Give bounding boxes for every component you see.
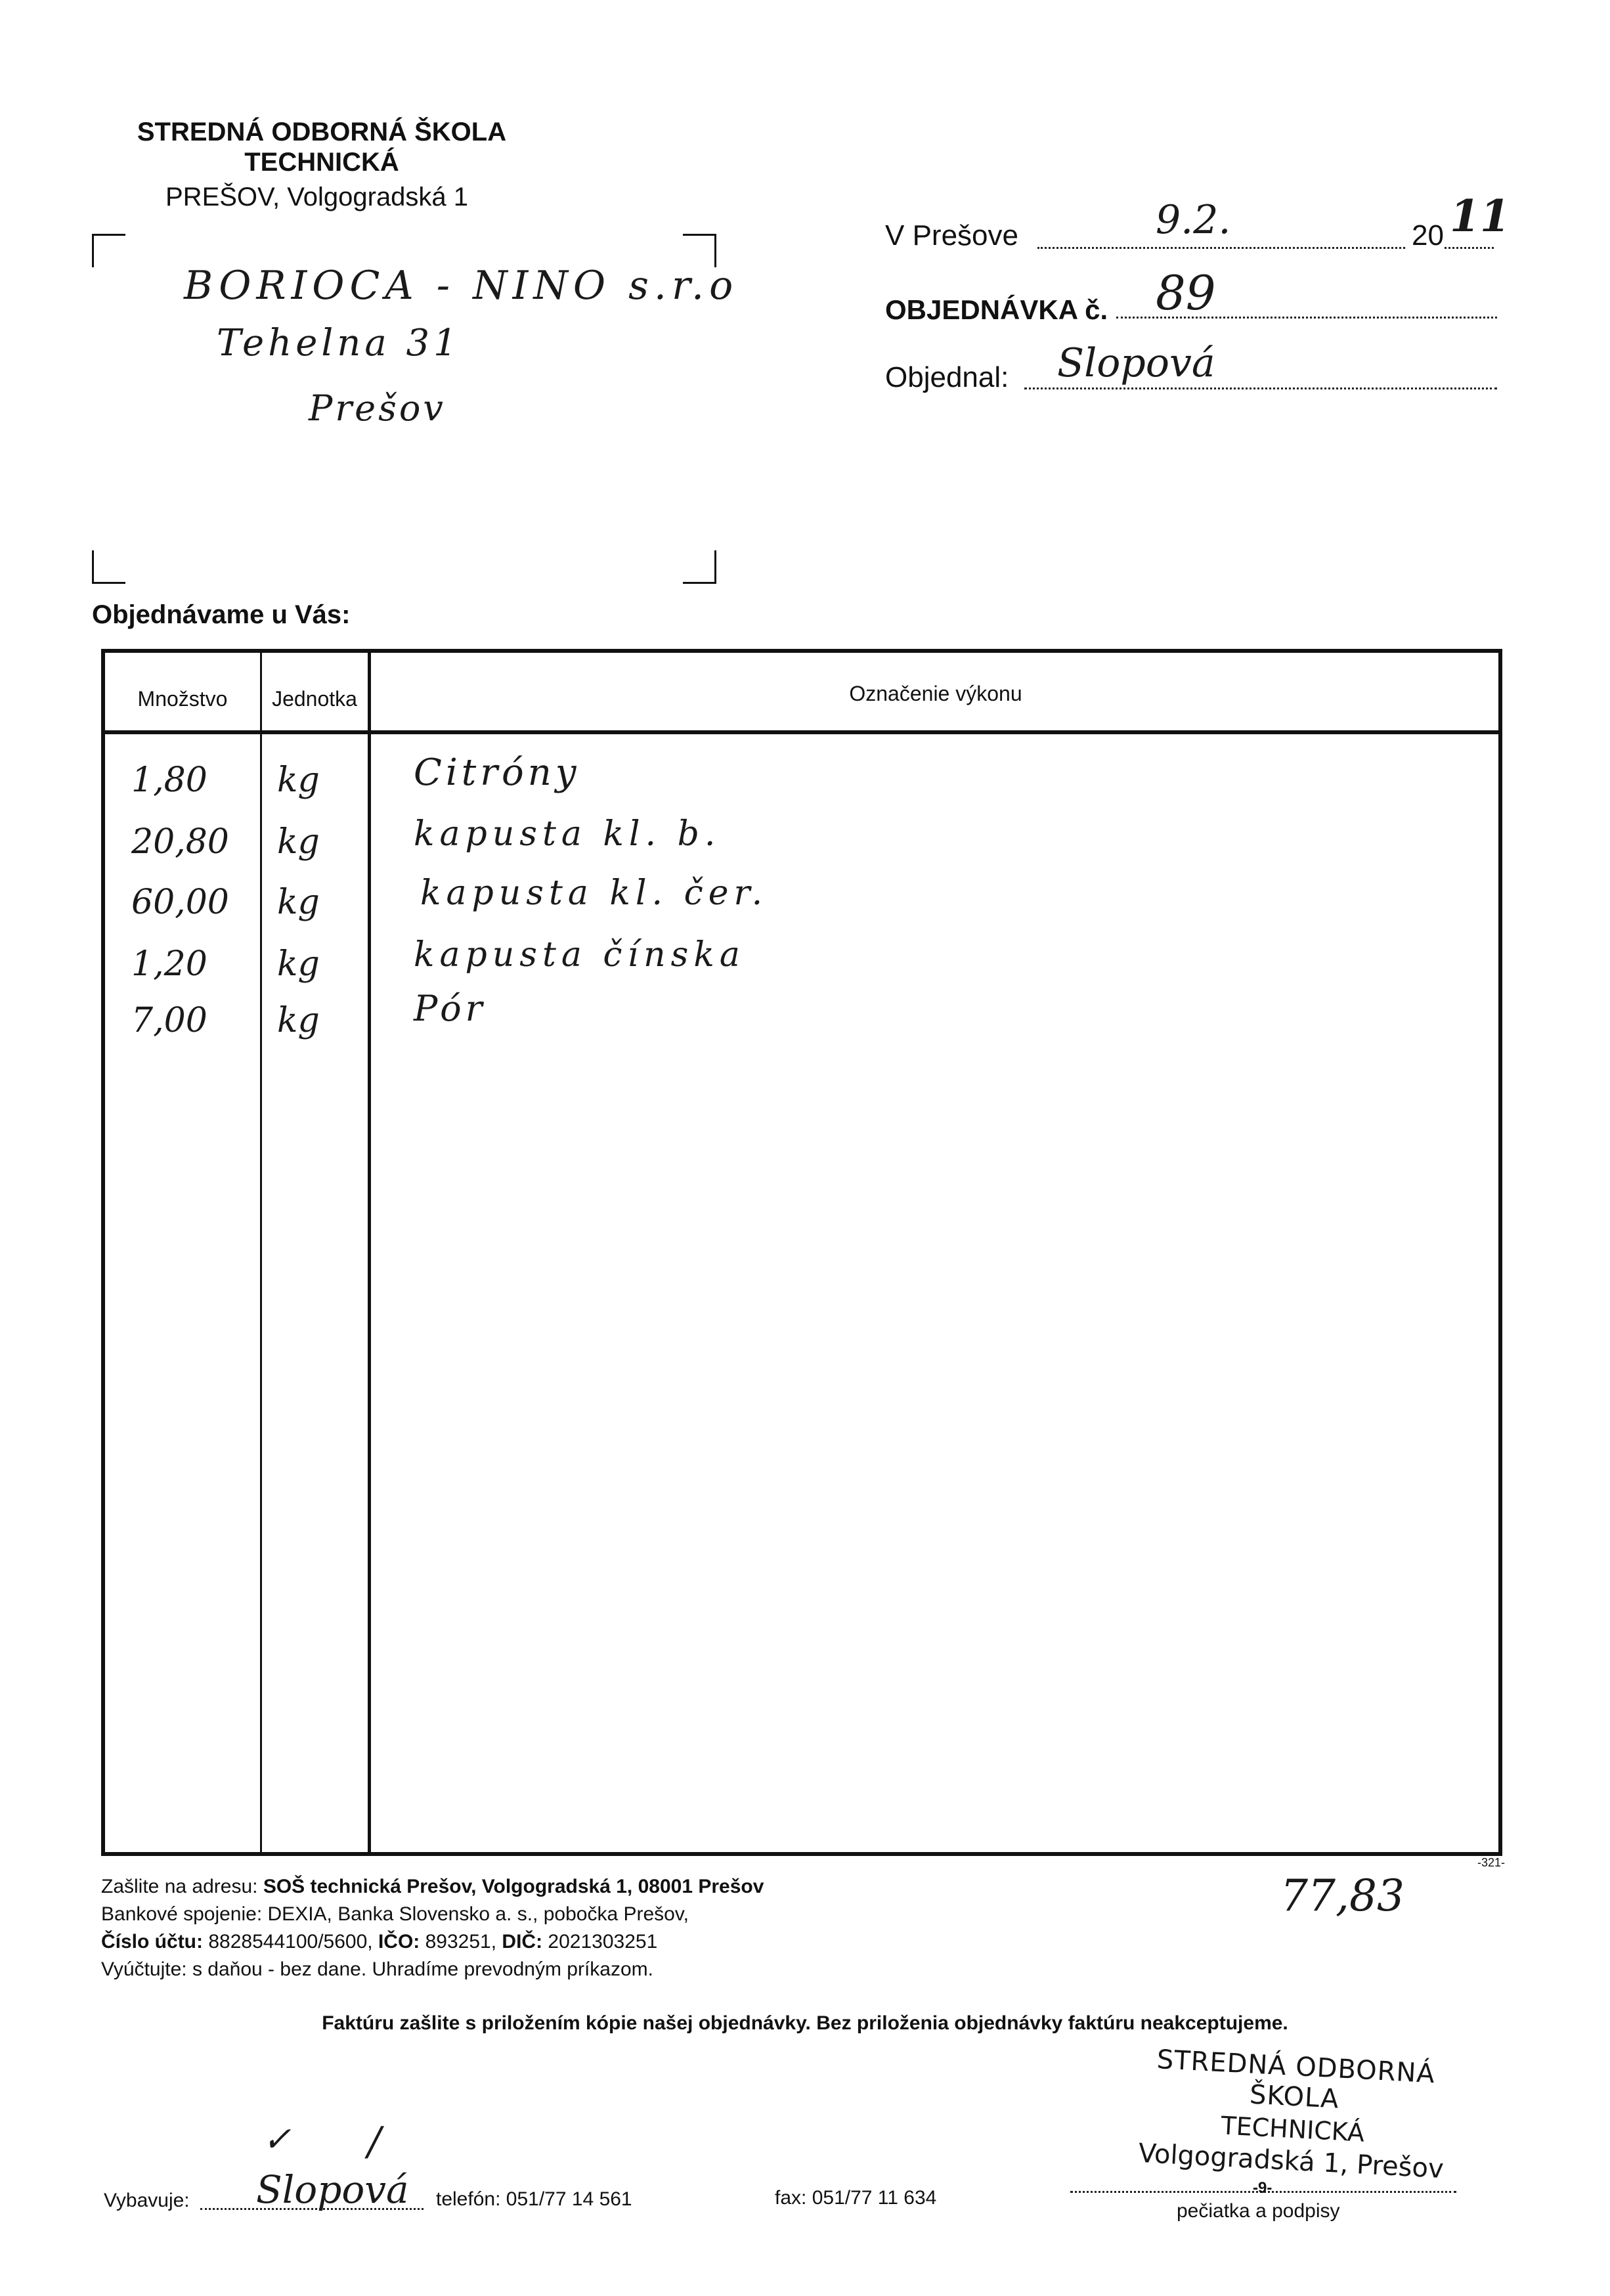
dic-label: DIČ: — [502, 1931, 543, 1953]
footer-info — [101, 1873, 764, 1983]
handled-by-value: Slopová — [256, 2167, 409, 2212]
place-label: V Prešove — [885, 219, 1018, 252]
stamp-line1: STREDNÁ ODBORNÁ ŠKOLA — [1156, 2044, 1436, 2115]
recipient-line2: Tehelna 31 — [217, 322, 461, 364]
total-handwritten: 77,83 — [1280, 1870, 1404, 1921]
dic-value: 2021303251 — [548, 1931, 658, 1953]
bank-line — [101, 1901, 764, 1928]
handled-by-pen-stroke: / — [368, 2119, 381, 2165]
row-1-description: Citróny — [414, 751, 580, 794]
row-2-unit: kg — [277, 822, 320, 862]
row-1-unit: kg — [277, 761, 320, 800]
recipient-line3: Prešov — [309, 387, 446, 429]
row-3-description: kapusta kl. čer. — [420, 873, 768, 913]
fax-value: 051/77 11 634 — [812, 2187, 937, 2209]
column-divider-1 — [260, 653, 262, 1852]
account-value: 8828544100/5600, — [208, 1931, 373, 1953]
row-4-quantity: 1,20 — [131, 944, 207, 984]
date-line — [1037, 247, 1405, 249]
invoice-notice: Faktúru zašlite s priložením kópie našej objednávky. Bez priloženia objednávky faktúru neakceptujeme. — [322, 2012, 1288, 2034]
address-corner-tl — [92, 234, 125, 267]
org-name-line1: STREDNÁ ODBORNÁ ŠKOLA — [137, 118, 507, 146]
ordered-by-line — [1024, 387, 1497, 389]
billing-value: s daňou - bez dane. Uhradíme prevodným príkazom. — [192, 1958, 653, 1980]
row-2-description: kapusta kl. b. — [414, 814, 721, 854]
stamp-mark: -9- — [1253, 2179, 1273, 2197]
row-2-quantity: 20,80 — [131, 822, 229, 862]
ico-value: 893251, — [425, 1931, 497, 1953]
header-quantity: Množstvo — [137, 687, 228, 711]
recipient-line1: BORIOCA - NINO s.r.o — [184, 263, 739, 309]
year-value: 11 — [1450, 190, 1510, 242]
org-name — [98, 117, 545, 177]
fax-line — [775, 2187, 936, 2209]
stamp — [1106, 2042, 1480, 2186]
row-3-unit: kg — [277, 883, 320, 922]
order-number: 89 — [1156, 265, 1216, 320]
send-to-line — [101, 1873, 764, 1901]
row-5-description: Pór — [414, 988, 487, 1029]
signature-label: pečiatka a podpisy — [1177, 2200, 1340, 2222]
stamp-line2: TECHNICKÁ — [1220, 2111, 1366, 2148]
ico-label: IČO: — [378, 1931, 420, 1953]
row-5-quantity: 7,00 — [131, 1001, 207, 1040]
order-table — [101, 649, 1502, 1856]
address-corner-bl — [92, 550, 125, 584]
row-1-quantity: 1,80 — [131, 761, 207, 800]
row-4-unit: kg — [277, 944, 320, 984]
phone-label: telefón: — [436, 2188, 501, 2210]
order-label: OBJEDNÁVKA č. — [885, 294, 1108, 325]
bank-label: Bankové spojenie: — [101, 1903, 263, 1925]
row-5-unit: kg — [277, 1001, 320, 1040]
fax-label: fax: — [775, 2187, 807, 2209]
account-line — [101, 1928, 764, 1956]
column-divider-2 — [368, 653, 371, 1852]
ordered-by-value: Slopová — [1057, 340, 1215, 386]
stamp-line3: Volgogradská 1, Prešov — [1137, 2138, 1445, 2185]
form-code: -321- — [1477, 1856, 1506, 1869]
header-description: Označenie výkonu — [849, 682, 1022, 705]
send-label: Zašlite na adresu: — [101, 1876, 258, 1897]
org-name-line2: TECHNICKÁ — [244, 148, 399, 177]
ordered-by-label: Objednal: — [885, 361, 1009, 393]
header-unit: Jednotka — [272, 687, 357, 711]
header-separator — [105, 730, 1498, 734]
billing-line — [101, 1956, 764, 1983]
year-line — [1445, 247, 1494, 249]
address-corner-br — [683, 550, 716, 584]
phone-value: 051/77 14 561 — [506, 2188, 632, 2210]
year-prefix: 20 — [1412, 219, 1444, 252]
handled-by-accent-mark: ✓ — [263, 2120, 292, 2159]
billing-label: Vyúčtujte: — [101, 1958, 187, 1980]
handled-by-label: Vybavuje: — [104, 2190, 190, 2211]
intro-text: Objednávame u Vás: — [92, 600, 351, 629]
phone-line — [436, 2188, 632, 2211]
row-4-description: kapusta čínska — [414, 935, 745, 975]
send-address: SOŠ technická Prešov, Volgogradská 1, 08001 Prešov — [263, 1876, 764, 1897]
bank-value: DEXIA, Banka Slovensko a. s., pobočka Prešov, — [267, 1903, 689, 1925]
account-label: Číslo účtu: — [101, 1931, 203, 1953]
date-value: 9.2. — [1156, 197, 1231, 243]
row-3-quantity: 60,00 — [131, 883, 229, 922]
org-address: PREŠOV, Volgogradská 1 — [165, 183, 469, 211]
